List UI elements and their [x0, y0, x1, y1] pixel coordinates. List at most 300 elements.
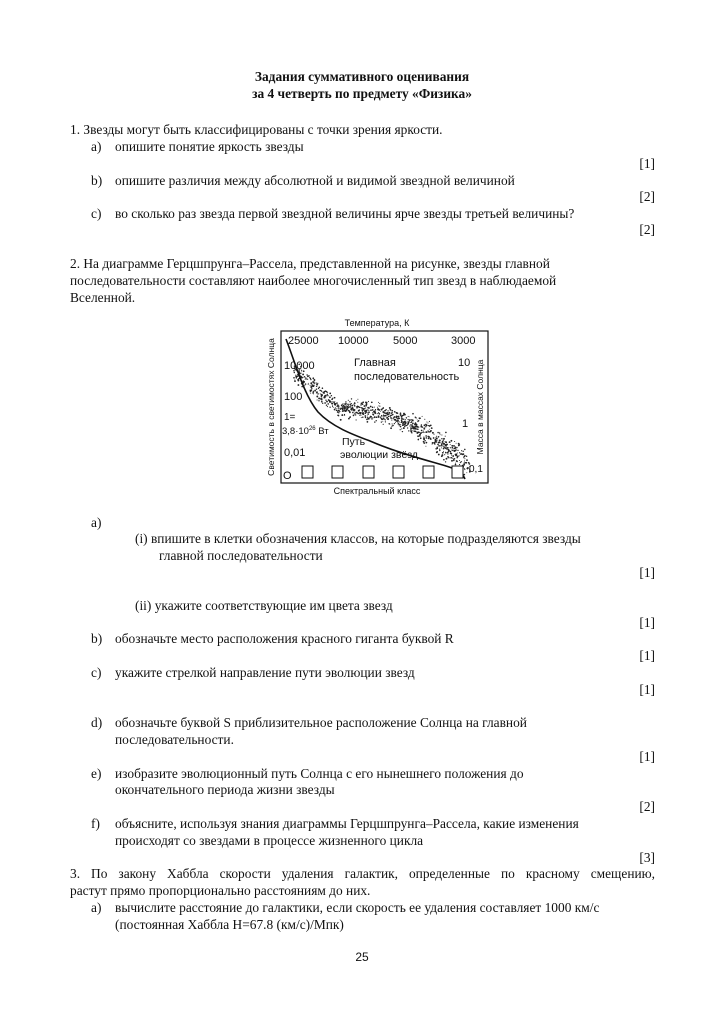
- q2-f-label: f): [91, 816, 100, 831]
- star-dot: [404, 420, 405, 421]
- star-dot: [337, 404, 339, 406]
- star-dot: [396, 418, 397, 419]
- star-dot: [344, 406, 345, 407]
- star-dot: [360, 415, 361, 416]
- star-dot: [466, 459, 468, 461]
- star-dot: [456, 461, 458, 463]
- star-dot: [408, 416, 409, 417]
- q1-a-mark: [1]: [639, 156, 655, 171]
- star-dot: [445, 441, 447, 443]
- star-dot: [356, 407, 358, 409]
- star-dot: [435, 439, 437, 441]
- star-dot: [426, 437, 428, 439]
- star-dot: [427, 436, 429, 438]
- star-dot: [348, 418, 350, 420]
- lum-tick-solar-value: $3,8\cdot 10^{26}$ Вт: [282, 426, 329, 437]
- star-dot: [317, 399, 318, 400]
- star-dot: [451, 460, 453, 462]
- star-dot: [433, 437, 435, 439]
- star-dot: [438, 436, 439, 437]
- star-dot: [461, 461, 462, 462]
- star-dot: [402, 415, 403, 416]
- star-dot: [341, 408, 343, 410]
- star-dot: [422, 416, 423, 417]
- star-dot: [387, 419, 389, 421]
- mass-tick-1: 1: [462, 418, 469, 430]
- q2-stem-line1: 2. На диаграмме Герцшпрунга–Рассела, представленной на рисунке, звезды главной: [70, 256, 550, 271]
- star-dot: [344, 403, 345, 404]
- star-dot: [310, 379, 311, 380]
- star-dot: [432, 432, 434, 434]
- star-dot: [402, 431, 403, 432]
- star-dot: [320, 390, 321, 391]
- star-dot: [313, 393, 314, 394]
- star-dot: [455, 446, 457, 448]
- star-dot: [400, 426, 402, 428]
- star-dot: [307, 376, 309, 378]
- star-dot: [418, 439, 419, 440]
- star-dot: [406, 425, 407, 426]
- star-dot: [327, 395, 328, 396]
- star-dot: [310, 393, 311, 394]
- star-dot: [443, 451, 444, 452]
- star-dot: [318, 397, 320, 399]
- star-dot: [383, 424, 384, 425]
- star-dot: [464, 468, 465, 469]
- star-dot: [411, 432, 412, 433]
- star-dot: [407, 427, 408, 428]
- q2-b-label: b): [91, 631, 103, 646]
- star-dot: [331, 403, 332, 404]
- star-dot: [319, 387, 321, 389]
- figure-right-label: Масса в массах Солнца: [475, 359, 485, 455]
- star-dot: [367, 416, 368, 417]
- star-dot: [399, 421, 400, 422]
- star-dot: [450, 457, 452, 459]
- star-dot: [458, 443, 460, 445]
- star-dot: [420, 418, 421, 419]
- star-dot: [417, 421, 418, 422]
- star-dot: [443, 440, 444, 441]
- star-dot: [390, 427, 392, 429]
- star-dot: [455, 464, 457, 466]
- star-dot: [361, 417, 362, 418]
- main-sequence-label-2: последовательность: [354, 371, 460, 383]
- star-dot: [321, 401, 323, 403]
- star-dot: [410, 430, 411, 431]
- star-dot: [464, 458, 465, 459]
- star-dot: [451, 449, 452, 450]
- star-dot: [359, 409, 360, 410]
- star-dot: [305, 377, 306, 378]
- star-dot: [351, 410, 352, 411]
- star-dot: [372, 406, 374, 408]
- star-dot: [373, 414, 374, 415]
- q2-e-label: e): [91, 766, 102, 781]
- star-dot: [300, 373, 301, 374]
- star-dot: [403, 418, 404, 419]
- star-dot: [447, 452, 449, 454]
- star-dot: [356, 400, 357, 401]
- star-dot: [434, 443, 435, 444]
- star-dot: [432, 442, 434, 444]
- star-dot: [376, 420, 377, 421]
- star-dot: [459, 452, 460, 453]
- q1-b-mark: [2]: [639, 189, 655, 204]
- star-dot: [437, 444, 439, 446]
- lum-tick-0-01: 0,01: [284, 447, 306, 459]
- star-dot: [450, 451, 452, 453]
- star-dot: [456, 447, 458, 449]
- star-dot: [336, 410, 337, 411]
- star-dot: [310, 382, 312, 384]
- star-dot: [380, 417, 381, 418]
- star-dot: [359, 415, 360, 416]
- star-dot: [311, 387, 313, 389]
- star-dot: [423, 431, 424, 432]
- star-dot: [316, 388, 317, 389]
- star-dot: [464, 449, 466, 451]
- star-dot: [461, 450, 462, 451]
- star-dot: [341, 404, 342, 405]
- star-dot: [439, 448, 440, 449]
- star-dot: [351, 398, 352, 399]
- q2-e-mark: [2]: [639, 799, 655, 814]
- star-dot: [392, 418, 393, 419]
- star-dot: [419, 435, 420, 436]
- star-dot: [443, 445, 444, 446]
- star-dot: [361, 409, 362, 410]
- star-dot: [437, 432, 439, 434]
- q1-c-label: c): [91, 206, 102, 221]
- star-dot: [308, 384, 309, 385]
- star-dot: [429, 431, 431, 433]
- star-dot: [346, 405, 347, 406]
- star-dot: [323, 397, 325, 399]
- star-dot: [367, 421, 369, 423]
- star-dot: [413, 430, 415, 432]
- star-dot: [429, 421, 430, 422]
- star-dot: [391, 417, 392, 418]
- doc-title-line2: за 4 четверть по предмету «Физика»: [252, 86, 472, 101]
- star-dot: [404, 426, 405, 427]
- star-dot: [423, 432, 424, 433]
- q3-stem-line2: растут прямо пропорционально расстояниям до них.: [70, 883, 371, 898]
- star-dot: [425, 435, 427, 437]
- q2-stem-line3: Вселенной.: [70, 290, 136, 305]
- star-dot: [409, 416, 410, 417]
- star-dot: [338, 408, 339, 409]
- star-dot: [445, 461, 446, 462]
- star-dot: [394, 411, 396, 413]
- star-dot: [460, 454, 461, 455]
- star-dot: [357, 399, 358, 400]
- star-dot: [379, 403, 380, 404]
- star-dot: [464, 460, 465, 461]
- star-dot: [396, 420, 398, 422]
- star-dot: [444, 454, 445, 455]
- star-dot: [366, 419, 368, 421]
- star-dot: [324, 402, 326, 404]
- lum-tick-100: 100: [284, 391, 303, 403]
- star-dot: [347, 404, 349, 406]
- q1-c-mark: [2]: [639, 222, 655, 237]
- star-dot: [325, 395, 327, 397]
- star-dot: [437, 451, 438, 452]
- star-dot: [411, 424, 412, 425]
- star-dot: [350, 408, 352, 410]
- star-dot: [445, 448, 446, 449]
- star-dot: [399, 418, 400, 419]
- star-dot: [334, 397, 336, 399]
- star-dot: [443, 438, 445, 440]
- star-dot: [368, 411, 370, 413]
- star-dot: [360, 412, 362, 414]
- star-dot: [410, 427, 411, 428]
- star-dot: [324, 391, 326, 393]
- star-dot: [326, 404, 327, 405]
- temp-tick-5000: 5000: [393, 335, 418, 347]
- star-dot: [399, 425, 400, 426]
- star-dot: [455, 454, 457, 456]
- star-dot: [443, 459, 445, 461]
- star-dot: [312, 377, 314, 379]
- temp-tick-10000: 10000: [338, 335, 369, 347]
- star-dot: [421, 430, 423, 432]
- star-dot: [321, 395, 322, 396]
- star-dot: [345, 403, 346, 404]
- star-dot: [356, 419, 357, 420]
- star-dot: [345, 408, 346, 409]
- star-dot: [329, 407, 330, 408]
- star-dot: [321, 396, 322, 397]
- star-dot: [332, 406, 333, 407]
- star-dot: [354, 411, 355, 412]
- star-dot: [371, 418, 373, 420]
- spectral-class-box[interactable]: [452, 466, 463, 478]
- star-dot: [426, 422, 427, 423]
- star-dot: [351, 405, 353, 407]
- star-dot: [449, 450, 450, 451]
- star-dot: [441, 445, 442, 446]
- star-dot: [385, 410, 386, 411]
- star-dot: [327, 403, 329, 405]
- star-dot: [348, 400, 349, 401]
- star-dot: [352, 412, 353, 413]
- star-dot: [361, 407, 363, 409]
- star-dot: [332, 405, 333, 406]
- star-dot: [445, 444, 446, 445]
- spectral-class-box[interactable]: [363, 466, 374, 478]
- star-dot: [416, 431, 417, 432]
- star-dot: [370, 409, 372, 411]
- star-dot: [353, 415, 355, 417]
- star-dot: [383, 418, 384, 419]
- star-dot: [442, 452, 444, 454]
- star-dot: [338, 406, 339, 407]
- star-dot: [371, 416, 372, 417]
- star-dot: [450, 440, 452, 442]
- star-dot: [315, 391, 316, 392]
- star-dot: [452, 455, 454, 457]
- star-dot: [377, 413, 378, 414]
- star-dot: [374, 421, 375, 422]
- star-dot: [365, 411, 367, 413]
- star-dot: [434, 441, 436, 443]
- star-dot: [441, 447, 442, 448]
- star-dot: [464, 455, 465, 456]
- star-dot: [310, 378, 312, 380]
- star-dot: [435, 437, 436, 438]
- star-dot: [441, 434, 442, 435]
- star-dot: [351, 403, 352, 404]
- star-dot: [400, 429, 401, 430]
- star-dot: [334, 403, 336, 405]
- star-dot: [321, 391, 322, 392]
- star-dot: [420, 426, 422, 428]
- star-dot: [311, 386, 313, 388]
- star-dot: [387, 417, 388, 418]
- star-dot: [447, 447, 448, 448]
- star-dot: [391, 410, 393, 412]
- star-dot: [383, 415, 385, 417]
- star-dot: [382, 421, 383, 422]
- star-dot: [467, 468, 468, 469]
- star-dot: [410, 424, 411, 425]
- star-dot: [411, 422, 412, 423]
- q2-c-text: укажите стрелкой направление пути эволюции звезд: [115, 665, 415, 680]
- star-dot: [354, 405, 356, 407]
- star-dot: [445, 436, 446, 437]
- star-dot: [401, 421, 403, 423]
- star-dot: [355, 414, 356, 415]
- star-dot: [463, 464, 465, 466]
- q2-f-line2: происходят со звездами в процессе жизненного цикла: [115, 833, 424, 848]
- figure-bottom-label: Спектральный класс: [333, 486, 421, 496]
- q1-a-text: опишите понятие яркость звезды: [115, 139, 304, 154]
- star-dot: [423, 442, 425, 444]
- star-dot: [444, 448, 445, 449]
- star-dot: [327, 394, 328, 395]
- star-dot: [439, 432, 441, 434]
- star-dot: [409, 426, 410, 427]
- star-dot: [447, 453, 448, 454]
- doc-title-line1: Задания суммативного оценивания: [254, 69, 470, 84]
- star-dot: [428, 425, 429, 426]
- star-dot: [466, 456, 467, 457]
- star-dot: [382, 411, 383, 412]
- star-dot: [435, 448, 437, 450]
- star-dot: [444, 446, 445, 447]
- star-dot: [320, 393, 321, 394]
- spectral-class-box[interactable]: [393, 466, 404, 478]
- star-dot: [372, 409, 373, 410]
- star-dot: [395, 422, 396, 423]
- star-dot: [410, 419, 411, 420]
- star-dot: [441, 438, 442, 439]
- q1-c-text: во сколько раз звезда первой звездной величины ярче звезды третьей величины?: [115, 206, 575, 221]
- q2-a-i-line1: (i) впишите в клетки обозначения классов, на которые подразделяются звезды: [135, 531, 581, 546]
- star-dot: [396, 416, 398, 418]
- star-dot: [383, 411, 384, 412]
- star-dot: [438, 445, 440, 447]
- star-dot: [405, 422, 406, 423]
- star-dot: [305, 379, 306, 380]
- q3-a-label: a): [91, 900, 102, 915]
- star-dot: [378, 405, 379, 406]
- star-dot: [423, 428, 425, 430]
- star-dot: [294, 372, 295, 373]
- star-dot: [439, 442, 440, 443]
- q2-a-ii: (ii) укажите соответствующие им цвета звезд: [135, 598, 393, 613]
- star-dot: [298, 378, 300, 380]
- star-dot: [425, 446, 426, 447]
- star-dot: [334, 409, 336, 411]
- star-dot: [302, 373, 304, 375]
- star-dot: [312, 385, 314, 387]
- star-dot: [327, 406, 328, 407]
- star-dot: [294, 379, 295, 380]
- star-dot: [365, 408, 366, 409]
- star-dot: [457, 450, 458, 451]
- star-dot: [385, 419, 386, 420]
- star-dot: [443, 446, 444, 447]
- star-dot: [381, 418, 382, 419]
- star-dot: [306, 374, 307, 375]
- star-dot: [362, 416, 363, 417]
- star-dot: [419, 434, 421, 436]
- star-dot: [412, 430, 413, 431]
- star-dot: [350, 416, 351, 417]
- star-dot: [331, 395, 332, 396]
- star-dot: [329, 396, 331, 398]
- star-dot: [378, 409, 380, 411]
- star-dot: [390, 409, 392, 411]
- star-dot: [440, 434, 441, 435]
- star-dot: [408, 430, 409, 431]
- q2-a-i-line2: главной последовательности: [159, 548, 323, 563]
- star-dot: [304, 376, 306, 378]
- q2-c-mark: [1]: [639, 682, 655, 697]
- star-dot: [428, 437, 430, 439]
- star-dot: [317, 384, 318, 385]
- main-sequence-label-1: Главная: [354, 357, 396, 369]
- star-dot: [424, 424, 426, 426]
- star-dot: [425, 426, 426, 427]
- star-dot: [356, 412, 358, 414]
- spectral-class-box[interactable]: [423, 466, 434, 478]
- star-dot: [392, 423, 393, 424]
- star-dot: [451, 447, 453, 449]
- page-number: 25: [355, 950, 369, 964]
- star-dot: [400, 424, 401, 425]
- star-dot: [304, 385, 305, 386]
- q2-a-ii-mark: [1]: [639, 615, 655, 630]
- spectral-class-box[interactable]: [302, 466, 313, 478]
- star-dot: [364, 410, 365, 411]
- star-dot: [453, 460, 455, 462]
- star-dot: [362, 401, 364, 403]
- star-dot: [366, 403, 368, 405]
- star-dot: [419, 417, 420, 418]
- star-dot: [385, 415, 386, 416]
- mass-tick-0-1: 0,1: [469, 464, 483, 475]
- star-dot: [448, 449, 450, 451]
- spectral-class-box[interactable]: [332, 466, 343, 478]
- star-dot: [378, 402, 379, 403]
- star-dot: [345, 410, 346, 411]
- star-dot: [368, 401, 369, 402]
